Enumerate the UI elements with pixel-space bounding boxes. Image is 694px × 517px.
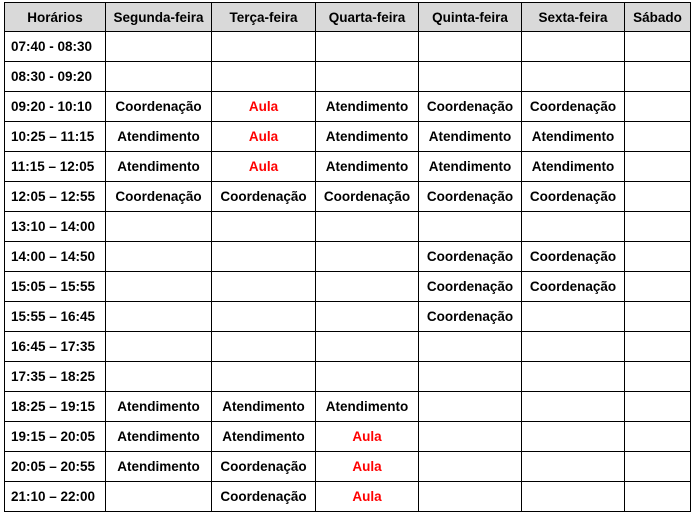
schedule-cell-terca-feira: Coordenação <box>212 482 316 512</box>
schedule-cell-sexta-feira: Coordenação <box>522 92 625 122</box>
header-sabado: Sábado <box>625 3 691 32</box>
schedule-cell-sexta-feira <box>522 482 625 512</box>
schedule-cell-quarta-feira <box>316 32 419 62</box>
table-row <box>5 122 691 152</box>
schedule-cell-terca-feira <box>212 32 316 62</box>
schedule-cell-segunda-feira <box>106 362 212 392</box>
table-row <box>5 302 691 332</box>
schedule-cell-sabado <box>625 122 691 152</box>
schedule-cell-sabado <box>625 452 691 482</box>
schedule-cell-segunda-feira: Atendimento <box>106 152 212 182</box>
schedule-cell-quarta-feira <box>316 272 419 302</box>
time-slot-cell: 19:15 – 20:05 <box>5 422 106 452</box>
schedule-cell-terca-feira <box>212 272 316 302</box>
schedule-cell-quinta-feira <box>419 212 522 242</box>
table-row <box>5 92 691 122</box>
header-segunda-feira: Segunda-feira <box>106 3 212 32</box>
schedule-cell-quarta-feira: Atendimento <box>316 392 419 422</box>
schedule-cell-quarta-feira: Aula <box>316 482 419 512</box>
schedule-cell-segunda-feira: Coordenação <box>106 92 212 122</box>
schedule-cell-sexta-feira <box>522 32 625 62</box>
schedule-cell-terca-feira <box>212 302 316 332</box>
schedule-cell-segunda-feira <box>106 302 212 332</box>
schedule-cell-sexta-feira <box>522 212 625 242</box>
schedule-body <box>5 32 691 512</box>
schedule-cell-sabado <box>625 152 691 182</box>
schedule-cell-quinta-feira <box>419 452 522 482</box>
schedule-cell-quarta-feira: Coordenação <box>316 182 419 212</box>
time-slot-cell: 17:35 – 18:25 <box>5 362 106 392</box>
schedule-cell-quinta-feira <box>419 392 522 422</box>
schedule-cell-quarta-feira <box>316 332 419 362</box>
schedule-cell-segunda-feira <box>106 332 212 362</box>
schedule-cell-terca-feira: Coordenação <box>212 182 316 212</box>
table-row <box>5 362 691 392</box>
schedule-cell-sabado <box>625 362 691 392</box>
time-slot-cell: 18:25 – 19:15 <box>5 392 106 422</box>
schedule-cell-terca-feira <box>212 242 316 272</box>
schedule-cell-sexta-feira: Atendimento <box>522 152 625 182</box>
schedule-cell-sexta-feira <box>522 422 625 452</box>
schedule-cell-segunda-feira <box>106 62 212 92</box>
schedule-cell-sexta-feira <box>522 392 625 422</box>
schedule-cell-quinta-feira: Coordenação <box>419 272 522 302</box>
schedule-cell-quarta-feira <box>316 362 419 392</box>
header-row <box>5 3 691 32</box>
schedule-cell-quarta-feira: Atendimento <box>316 152 419 182</box>
schedule-cell-sexta-feira <box>522 332 625 362</box>
schedule-cell-quinta-feira: Atendimento <box>419 122 522 152</box>
schedule-cell-sexta-feira <box>522 302 625 332</box>
schedule-cell-quarta-feira <box>316 242 419 272</box>
schedule-cell-sexta-feira: Coordenação <box>522 242 625 272</box>
schedule-cell-sabado <box>625 242 691 272</box>
schedule-cell-quinta-feira: Coordenação <box>419 182 522 212</box>
header-quarta-feira: Quarta-feira <box>316 3 419 32</box>
schedule-cell-sabado <box>625 272 691 302</box>
table-row <box>5 482 691 512</box>
schedule-cell-terca-feira: Aula <box>212 92 316 122</box>
schedule-cell-terca-feira: Coordenação <box>212 452 316 482</box>
schedule-cell-quarta-feira <box>316 62 419 92</box>
table-row <box>5 182 691 212</box>
time-slot-cell: 14:00 – 14:50 <box>5 242 106 272</box>
schedule-cell-quarta-feira: Aula <box>316 422 419 452</box>
schedule-cell-sabado <box>625 212 691 242</box>
schedule-cell-sexta-feira <box>522 362 625 392</box>
schedule-cell-segunda-feira <box>106 272 212 302</box>
schedule-cell-quinta-feira <box>419 332 522 362</box>
time-slot-cell: 16:45 – 17:35 <box>5 332 106 362</box>
schedule-cell-sexta-feira <box>522 452 625 482</box>
time-slot-cell: 12:05 – 12:55 <box>5 182 106 212</box>
schedule-cell-segunda-feira: Atendimento <box>106 422 212 452</box>
schedule-cell-sabado <box>625 32 691 62</box>
table-row <box>5 152 691 182</box>
schedule-cell-sexta-feira: Coordenação <box>522 272 625 302</box>
table-row <box>5 272 691 302</box>
time-slot-cell: 20:05 – 20:55 <box>5 452 106 482</box>
schedule-cell-quinta-feira <box>419 62 522 92</box>
schedule-cell-terca-feira <box>212 212 316 242</box>
header-terca-feira: Terça-feira <box>212 3 316 32</box>
schedule-cell-terca-feira <box>212 362 316 392</box>
time-slot-cell: 13:10 – 14:00 <box>5 212 106 242</box>
schedule-cell-segunda-feira <box>106 212 212 242</box>
schedule-cell-quarta-feira <box>316 212 419 242</box>
schedule-cell-quinta-feira: Coordenação <box>419 242 522 272</box>
table-row <box>5 392 691 422</box>
schedule-cell-terca-feira: Atendimento <box>212 422 316 452</box>
schedule-cell-sabado <box>625 392 691 422</box>
time-slot-cell: 08:30 - 09:20 <box>5 62 106 92</box>
schedule-cell-segunda-feira <box>106 482 212 512</box>
time-slot-cell: 11:15 – 12:05 <box>5 152 106 182</box>
table-row <box>5 242 691 272</box>
schedule-cell-sabado <box>625 92 691 122</box>
schedule-cell-sabado <box>625 422 691 452</box>
table-row <box>5 332 691 362</box>
schedule-cell-quarta-feira: Atendimento <box>316 92 419 122</box>
schedule-cell-terca-feira <box>212 62 316 92</box>
time-slot-cell: 10:25 – 11:15 <box>5 122 106 152</box>
schedule-cell-quarta-feira: Aula <box>316 452 419 482</box>
table-row <box>5 422 691 452</box>
schedule-cell-sexta-feira: Atendimento <box>522 122 625 152</box>
schedule-cell-sexta-feira: Coordenação <box>522 182 625 212</box>
schedule-cell-sabado <box>625 332 691 362</box>
schedule-cell-quinta-feira: Coordenação <box>419 92 522 122</box>
table-row <box>5 32 691 62</box>
schedule-cell-quinta-feira: Atendimento <box>419 152 522 182</box>
schedule-cell-terca-feira: Atendimento <box>212 392 316 422</box>
schedule-cell-segunda-feira <box>106 32 212 62</box>
schedule-cell-quinta-feira <box>419 422 522 452</box>
schedule-cell-quinta-feira <box>419 362 522 392</box>
schedule-cell-quarta-feira: Atendimento <box>316 122 419 152</box>
time-slot-cell: 09:20 - 10:10 <box>5 92 106 122</box>
schedule-cell-sabado <box>625 62 691 92</box>
time-slot-cell: 15:05 – 15:55 <box>5 272 106 302</box>
time-slot-cell: 15:55 – 16:45 <box>5 302 106 332</box>
schedule-cell-sabado <box>625 482 691 512</box>
schedule-cell-sabado <box>625 182 691 212</box>
header-horarios: Horários <box>5 3 106 32</box>
header-sexta-feira: Sexta-feira <box>522 3 625 32</box>
schedule-cell-segunda-feira: Coordenação <box>106 182 212 212</box>
schedule-cell-terca-feira: Aula <box>212 122 316 152</box>
schedule-cell-terca-feira: Aula <box>212 152 316 182</box>
header-quinta-feira: Quinta-feira <box>419 3 522 32</box>
time-slot-cell: 07:40 - 08:30 <box>5 32 106 62</box>
schedule-cell-sexta-feira <box>522 62 625 92</box>
schedule-cell-quarta-feira <box>316 302 419 332</box>
schedule-cell-quinta-feira <box>419 482 522 512</box>
table-row <box>5 212 691 242</box>
time-slot-cell: 21:10 – 22:00 <box>5 482 106 512</box>
schedule-cell-segunda-feira: Atendimento <box>106 452 212 482</box>
schedule-cell-terca-feira <box>212 332 316 362</box>
schedule-cell-segunda-feira: Atendimento <box>106 122 212 152</box>
table-row <box>5 62 691 92</box>
schedule-cell-sabado <box>625 302 691 332</box>
schedule-cell-quinta-feira: Coordenação <box>419 302 522 332</box>
schedule-cell-quinta-feira <box>419 32 522 62</box>
schedule-table <box>4 2 691 512</box>
schedule-cell-segunda-feira: Atendimento <box>106 392 212 422</box>
table-row <box>5 452 691 482</box>
schedule-cell-segunda-feira <box>106 242 212 272</box>
